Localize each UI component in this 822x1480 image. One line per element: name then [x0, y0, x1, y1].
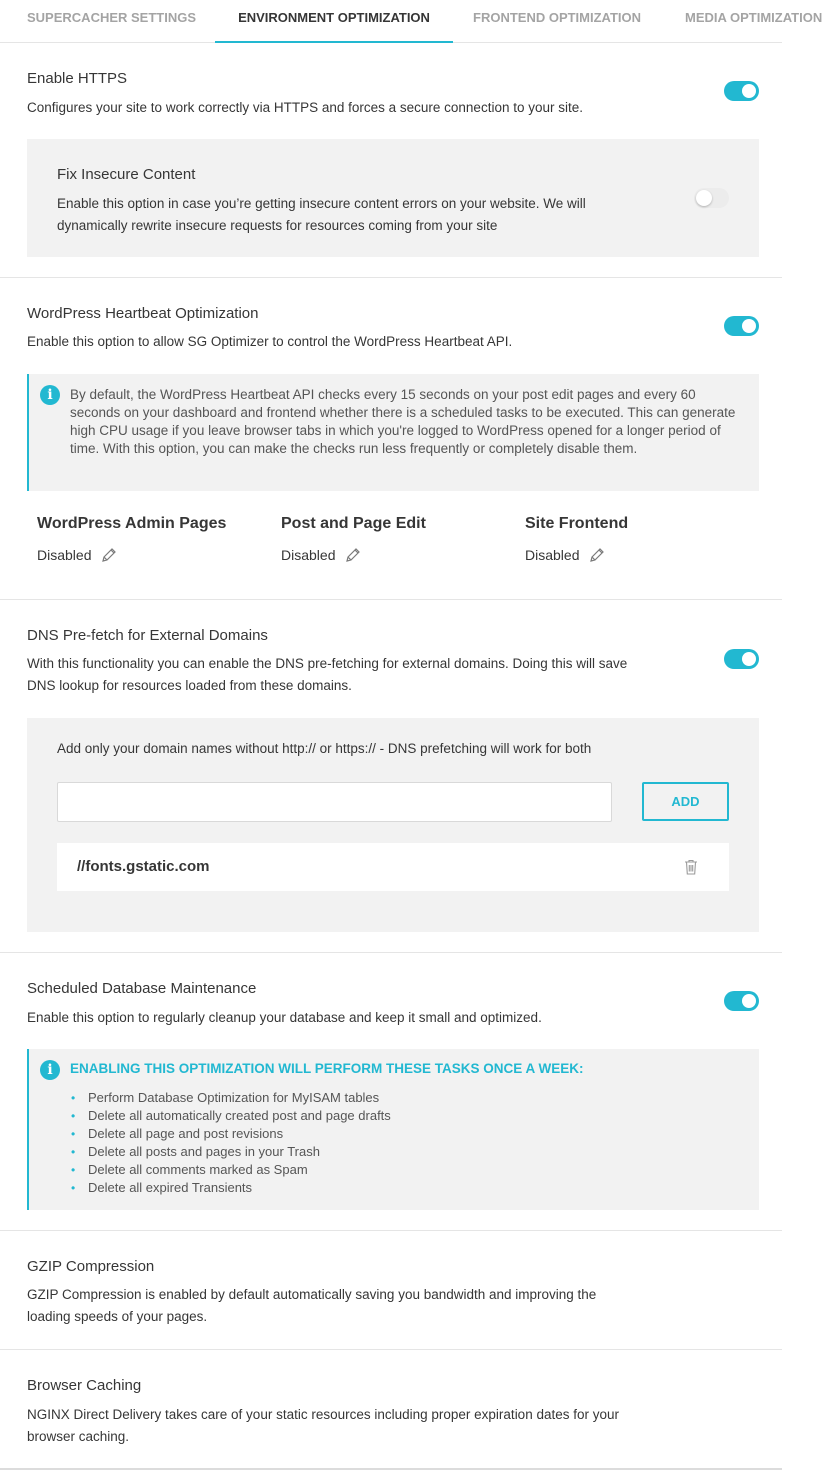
fix-insecure-panel — [27, 139, 759, 257]
heartbeat-post-page-edit — [281, 515, 426, 563]
dns-section — [0, 600, 782, 953]
list-item: • Delete all expired Transients — [70, 1179, 391, 1197]
pencil-icon[interactable] — [589, 547, 605, 563]
gzip-description: GZIP Compression is enabled by default automatically saving you bandwidth and improving the loading speeds of your pages. — [27, 1287, 597, 1324]
list-item: • Delete all comments marked as Spam — [70, 1161, 391, 1179]
dns-panel — [27, 718, 759, 932]
heartbeat-info-text: By default, the WordPress Heartbeat API checks every 15 seconds on your post edit pages and every 60 seconds on your dashboard and frontend whether there is a scheduled tasks to be executed. This can generate high CPU usage if you leave browser tabs in which you're logged to WordPress opened for a longer period of time. With this option, you can make the checks run less frequently or completely disable them. — [70, 387, 736, 456]
heartbeat-info-box — [27, 374, 759, 491]
tab-frontend-optimization[interactable]: FRONTEND OPTIMIZATION — [473, 10, 642, 25]
post-page-edit-title: Post and Page Edit — [281, 515, 426, 532]
https-toggle[interactable] — [724, 81, 759, 101]
heartbeat-section — [0, 278, 782, 600]
gzip-section — [0, 1231, 782, 1350]
caching-section — [0, 1350, 782, 1470]
https-title: Enable HTTPS — [27, 70, 128, 87]
admin-pages-title: WordPress Admin Pages — [37, 515, 227, 532]
dns-description: With this functionality you can enable the DNS pre-fetching for external domains. Doing this will save DNS lookup for resources loaded from these domains. — [27, 656, 628, 693]
db-info-box — [27, 1049, 759, 1210]
db-task-list — [70, 1089, 391, 1197]
add-domain-button[interactable]: ADD — [642, 782, 729, 821]
list-item: • Perform Database Optimization for MyISAM tables — [70, 1089, 391, 1107]
db-title: Scheduled Database Maintenance — [27, 980, 257, 997]
db-toggle[interactable] — [724, 991, 759, 1011]
post-page-edit-value: Disabled — [281, 547, 336, 563]
list-item: • Delete all page and post revisions — [70, 1125, 391, 1143]
https-description: Configures your site to work correctly via HTTPS and forces a secure connection to your site. — [27, 100, 583, 115]
list-item: • Delete all automatically created post and page drafts — [70, 1107, 391, 1125]
db-description: Enable this option to regularly cleanup your database and keep it small and optimized. — [27, 1010, 542, 1025]
dns-domain-input[interactable] — [57, 782, 612, 822]
tab-supercacher-settings[interactable]: SUPERCACHER SETTINGS — [27, 10, 197, 25]
list-item: • Delete all posts and pages in your Trash — [70, 1143, 391, 1161]
fix-insecure-title: Fix Insecure Content — [57, 166, 196, 183]
trash-icon[interactable] — [684, 859, 698, 875]
db-section — [0, 953, 782, 1231]
tab-media-optimization[interactable]: MEDIA OPTIMIZATION — [685, 10, 822, 25]
caching-description: NGINX Direct Delivery takes care of your static resources including proper expiration dates for your browser caching. — [27, 1407, 619, 1444]
admin-pages-value: Disabled — [37, 547, 92, 563]
gzip-title: GZIP Compression — [27, 1258, 155, 1275]
caching-title: Browser Caching — [27, 1377, 142, 1394]
pencil-icon[interactable] — [101, 547, 117, 563]
heartbeat-site-frontend — [525, 515, 628, 563]
db-tasks-heading: ENABLING THIS OPTIMIZATION WILL PERFORM THESE TASKS ONCE A WEEK: — [70, 1061, 584, 1076]
dns-hint: Add only your domain names without http:// or https:// - DNS prefetching will work for both — [57, 741, 592, 756]
heartbeat-description: Enable this option to allow SG Optimizer to control the WordPress Heartbeat API. — [27, 334, 513, 349]
heartbeat-title: WordPress Heartbeat Optimization — [27, 305, 259, 322]
fix-insecure-toggle[interactable] — [694, 188, 729, 208]
https-section — [0, 44, 782, 278]
tab-environment-optimization[interactable]: ENVIRONMENT OPTIMIZATION — [215, 0, 453, 43]
domain-list-item — [57, 843, 729, 891]
domain-name: //fonts.gstatic.com — [77, 858, 210, 875]
site-frontend-title: Site Frontend — [525, 515, 629, 532]
pencil-icon[interactable] — [345, 547, 361, 563]
info-icon: i — [40, 385, 60, 405]
heartbeat-admin-pages — [37, 515, 226, 563]
heartbeat-toggle[interactable] — [724, 316, 759, 336]
info-icon: i — [40, 1060, 60, 1080]
tab-bar — [0, 0, 822, 43]
dns-toggle[interactable] — [724, 649, 759, 669]
site-frontend-value: Disabled — [525, 547, 580, 563]
dns-title: DNS Pre-fetch for External Domains — [27, 627, 268, 644]
fix-insecure-description: Enable this option in case you’re getting insecure content errors on your website. We will dynamically rewrite insecure requests for resources coming from your site — [57, 196, 586, 233]
